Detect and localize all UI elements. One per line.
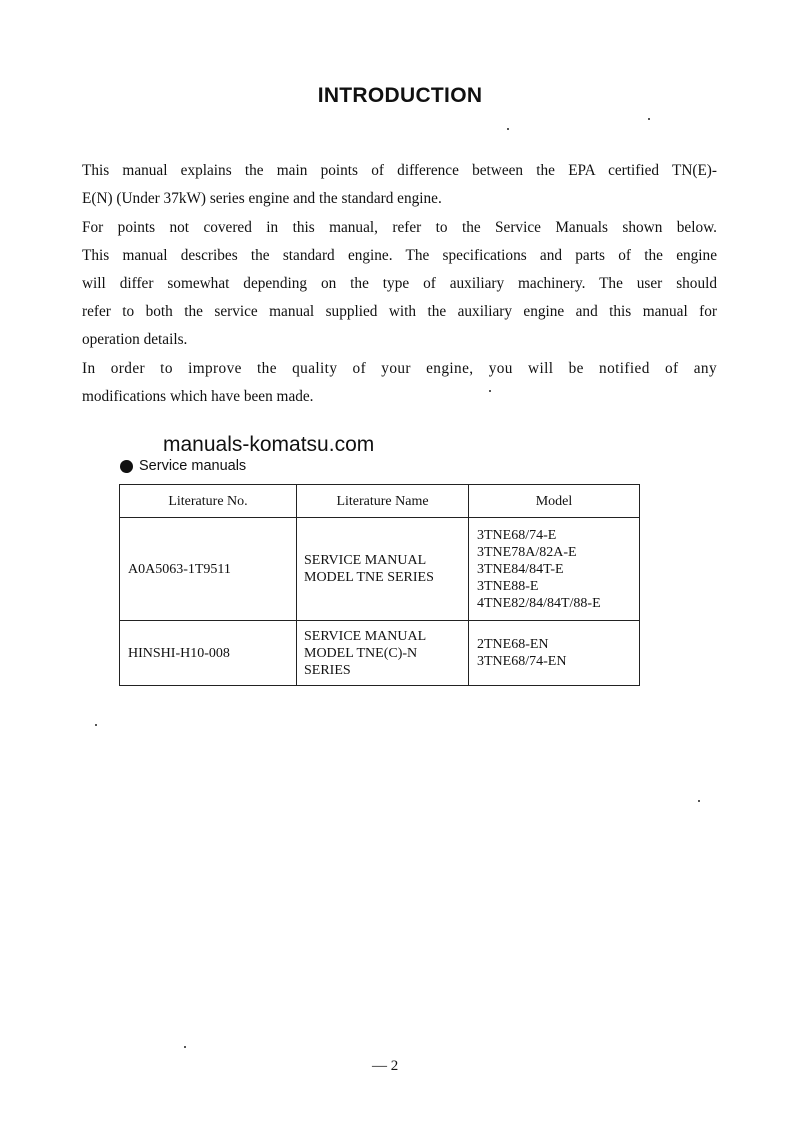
page-number: — 2 bbox=[372, 1058, 399, 1074]
literature-no-cell: A0A5063-1T9511 bbox=[120, 518, 297, 621]
page-title: INTRODUCTION bbox=[317, 84, 483, 107]
intro-p3-line1: This manual describes the standard engine. The specifications and parts of the engine bbox=[82, 247, 717, 264]
literature-name-line: SERIES bbox=[304, 662, 351, 678]
scan-speck bbox=[184, 1046, 186, 1048]
intro-p3-line3: refer to both the service manual supplied with the auxiliary engine and this manual for bbox=[82, 303, 717, 320]
bullet-icon bbox=[120, 460, 133, 473]
section-heading-text: Service manuals bbox=[139, 458, 247, 474]
watermark-text: manuals-komatsu.com bbox=[163, 433, 375, 456]
literature-name-line: SERVICE MANUAL bbox=[304, 553, 427, 568]
intro-p3-line4: operation details. bbox=[82, 331, 188, 348]
intro-p1-line1: This manual explains the main points of difference between the EPA certified TN(E)- bbox=[82, 162, 717, 179]
scan-speck bbox=[648, 118, 650, 120]
intro-p2: For points not covered in this manual, refer to the Service Manuals shown below. bbox=[82, 219, 717, 236]
model-line: 3TNE88-E bbox=[477, 578, 539, 594]
header-literature-name: Literature Name bbox=[297, 485, 469, 518]
header-literature-no: Literature No. bbox=[120, 485, 297, 518]
intro-p4-line1: In order to improve the quality of your engine, you will be notified of any bbox=[82, 360, 717, 377]
model-line: 4TNE82/84/84T/88-E bbox=[477, 595, 601, 611]
model-line: 3TNE68/74-E bbox=[477, 527, 557, 543]
intro-p4-line2: modifications which have been made. bbox=[82, 388, 314, 405]
model-line: 3TNE78A/82A-E bbox=[477, 544, 577, 560]
literature-no-cell: HINSHI-H10-008 bbox=[120, 621, 297, 686]
literature-name-cell bbox=[297, 621, 469, 686]
table-row bbox=[120, 621, 640, 686]
table-header-row bbox=[120, 485, 640, 518]
model-line: 2TNE68-EN bbox=[477, 637, 549, 652]
table-row bbox=[120, 518, 640, 621]
scan-speck bbox=[489, 390, 491, 392]
intro-p3-line2: will differ somewhat depending on the type of auxiliary machinery. The user should bbox=[82, 275, 717, 292]
scan-speck bbox=[698, 800, 700, 802]
section-heading bbox=[120, 458, 246, 474]
intro-p1-line2: E(N) (Under 37kW) series engine and the standard engine. bbox=[82, 190, 442, 207]
header-model: Model bbox=[469, 485, 640, 518]
model-cell bbox=[469, 621, 640, 686]
literature-name-line: MODEL TNE SERIES bbox=[304, 570, 434, 585]
service-manuals-table bbox=[119, 484, 640, 686]
model-cell bbox=[469, 518, 640, 621]
literature-name-line: MODEL TNE(C)-N bbox=[304, 645, 418, 661]
scan-speck bbox=[95, 724, 97, 726]
literature-name-line: SERVICE MANUAL bbox=[304, 628, 427, 644]
model-line: 3TNE68/74-EN bbox=[477, 654, 567, 669]
scan-speck bbox=[507, 128, 509, 130]
literature-name-cell bbox=[297, 518, 469, 621]
model-line: 3TNE84/84T-E bbox=[477, 561, 564, 577]
